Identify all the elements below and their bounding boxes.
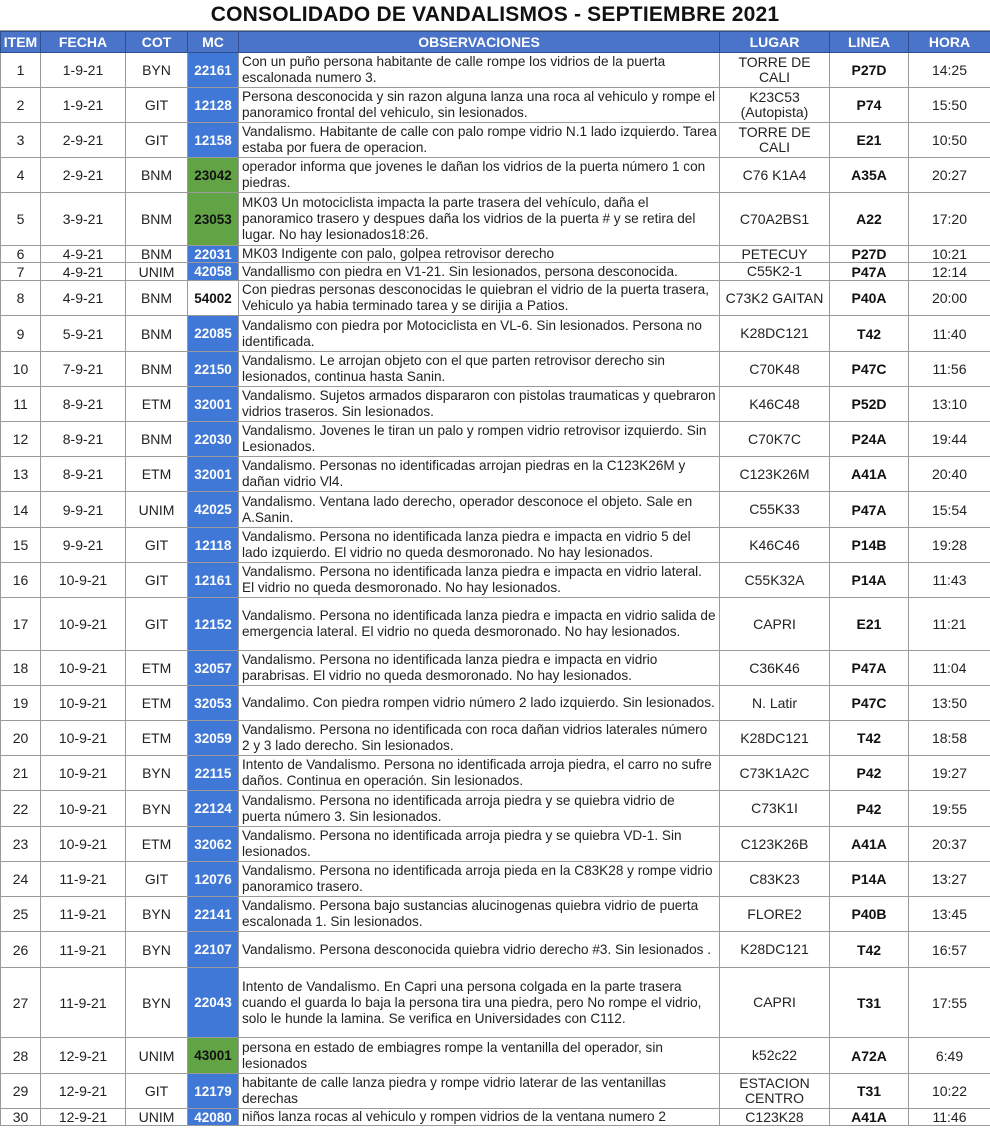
cell-item[interactable]: 20 [1, 721, 41, 756]
cell-observaciones[interactable]: persona en estado de embiagres rompe la ventanilla del operador, sin lesionados [239, 1038, 720, 1074]
cell-linea[interactable]: P40A [830, 281, 909, 316]
cell-hora[interactable]: 20:27 [909, 158, 990, 193]
cell-item[interactable]: 22 [1, 791, 41, 827]
cell-hora[interactable]: 13:27 [909, 862, 990, 897]
cell-observaciones[interactable]: Persona desconocida y sin razon alguna lanza una roca al vehiculo y rompe el panoramico frontal del vehiculo, sin lesionados. [239, 88, 720, 123]
table-row[interactable] [1, 791, 990, 827]
cell-item[interactable]: 24 [1, 862, 41, 897]
cell-lugar[interactable]: K28DC121 [720, 316, 830, 352]
cell-fecha[interactable]: 1-9-21 [41, 53, 126, 88]
cell-hora[interactable]: 11:21 [909, 598, 990, 651]
table-row[interactable] [1, 897, 990, 932]
cell-lugar[interactable]: C76 K1A4 [720, 158, 830, 193]
cell-hora[interactable]: 19:28 [909, 528, 990, 563]
cell-cot[interactable]: UNIM [126, 263, 188, 281]
table-row[interactable] [1, 492, 990, 528]
cell-linea[interactable]: T31 [830, 968, 909, 1038]
table-row[interactable] [1, 862, 990, 897]
cell-item[interactable]: 8 [1, 281, 41, 316]
table-row[interactable] [1, 932, 990, 968]
cell-linea[interactable]: T31 [830, 1074, 909, 1109]
cell-mc[interactable]: 22141 [188, 897, 239, 932]
cell-mc[interactable]: 22043 [188, 968, 239, 1038]
cell-lugar[interactable]: TORRE DE CALI [720, 53, 830, 88]
table-row[interactable] [1, 88, 990, 123]
cell-cot[interactable]: BYN [126, 53, 188, 88]
cell-linea[interactable]: E21 [830, 598, 909, 651]
cell-hora[interactable]: 15:50 [909, 88, 990, 123]
cell-cot[interactable]: GIT [126, 1074, 188, 1109]
cell-linea[interactable]: P47C [830, 352, 909, 387]
cell-observaciones[interactable]: Vandalismo. Persona no identificada arroja piedra y se quiebra VD-1. Sin lesionados. [239, 827, 720, 862]
cell-fecha[interactable]: 4-9-21 [41, 281, 126, 316]
cell-lugar[interactable]: C55K2-1 [720, 263, 830, 281]
cell-item[interactable]: 4 [1, 158, 41, 193]
cell-mc[interactable]: 32053 [188, 686, 239, 721]
cell-item[interactable]: 23 [1, 827, 41, 862]
cell-hora[interactable]: 13:10 [909, 387, 990, 422]
cell-fecha[interactable]: 4-9-21 [41, 263, 126, 281]
cell-cot[interactable]: UNIM [126, 492, 188, 528]
column-header-linea[interactable]: LINEA [830, 32, 909, 53]
cell-linea[interactable]: P14B [830, 528, 909, 563]
cell-observaciones[interactable]: Vandalismo. Persona desconocida quiebra vidrio derecho #3. Sin lesionados . [239, 932, 720, 968]
cell-fecha[interactable]: 10-9-21 [41, 686, 126, 721]
cell-item[interactable]: 21 [1, 756, 41, 791]
cell-observaciones[interactable]: Vandalismo. Persona no identificada con roca dañan vidrios laterales número 2 y 3 lado derecho. Sin lesionados. [239, 721, 720, 756]
cell-mc[interactable]: 12179 [188, 1074, 239, 1109]
cell-hora[interactable]: 11:04 [909, 651, 990, 686]
table-row[interactable] [1, 827, 990, 862]
cell-fecha[interactable]: 8-9-21 [41, 387, 126, 422]
cell-lugar[interactable]: C70K7C [720, 422, 830, 457]
cell-mc[interactable]: 23053 [188, 193, 239, 246]
cell-lugar[interactable]: ESTACION CENTRO [720, 1074, 830, 1109]
table-row[interactable] [1, 352, 990, 387]
table-row[interactable] [1, 686, 990, 721]
cell-hora[interactable]: 11:40 [909, 316, 990, 352]
table-row[interactable] [1, 651, 990, 686]
cell-cot[interactable]: BYN [126, 791, 188, 827]
cell-hora[interactable]: 20:37 [909, 827, 990, 862]
cell-mc[interactable]: 32001 [188, 457, 239, 492]
cell-mc[interactable]: 32057 [188, 651, 239, 686]
cell-fecha[interactable]: 4-9-21 [41, 246, 126, 263]
table-row[interactable] [1, 123, 990, 158]
cell-cot[interactable]: BYN [126, 897, 188, 932]
table-row[interactable] [1, 1038, 990, 1074]
cell-item[interactable]: 5 [1, 193, 41, 246]
cell-cot[interactable]: GIT [126, 123, 188, 158]
cell-hora[interactable]: 10:50 [909, 123, 990, 158]
column-header-mc[interactable]: MC [188, 32, 239, 53]
cell-linea[interactable]: P47A [830, 651, 909, 686]
cell-hora[interactable]: 17:20 [909, 193, 990, 246]
cell-item[interactable]: 27 [1, 968, 41, 1038]
cell-hora[interactable]: 6:49 [909, 1038, 990, 1074]
cell-cot[interactable]: ETM [126, 457, 188, 492]
cell-mc[interactable]: 22150 [188, 352, 239, 387]
cell-lugar[interactable]: C73K1I [720, 791, 830, 827]
cell-mc[interactable]: 12118 [188, 528, 239, 563]
cell-observaciones[interactable]: Vandalismo. Persona no identificada lanza piedra e impacta en vidrio 5 del lado izquierdo. El vidrio no queda desmoronado. No hay lesionados. [239, 528, 720, 563]
cell-cot[interactable]: BYN [126, 932, 188, 968]
cell-item[interactable]: 17 [1, 598, 41, 651]
cell-linea[interactable]: P40B [830, 897, 909, 932]
cell-lugar[interactable]: K28DC121 [720, 721, 830, 756]
cell-cot[interactable]: BNM [126, 158, 188, 193]
cell-fecha[interactable]: 9-9-21 [41, 528, 126, 563]
cell-fecha[interactable]: 8-9-21 [41, 422, 126, 457]
cell-cot[interactable]: ETM [126, 721, 188, 756]
cell-observaciones[interactable]: Vandalimo. Con piedra rompen vidrio número 2 lado izquierdo. Sin lesionados. [239, 686, 720, 721]
cell-item[interactable]: 19 [1, 686, 41, 721]
cell-observaciones[interactable]: Vandalismo. Persona no identificada lanza piedra e impacta en vidrio parabrisas. El vidrio no queda desmoronado. No hay lesionados. [239, 651, 720, 686]
cell-lugar[interactable]: FLORE2 [720, 897, 830, 932]
cell-observaciones[interactable]: Vandalismo. Persona no identificada lanza piedra e impacta en vidrio lateral. El vidrio no queda desmoronado. No hay lesionados. [239, 563, 720, 598]
cell-cot[interactable]: ETM [126, 387, 188, 422]
column-header-fecha[interactable]: FECHA [41, 32, 126, 53]
cell-fecha[interactable]: 8-9-21 [41, 457, 126, 492]
cell-item[interactable]: 16 [1, 563, 41, 598]
cell-mc[interactable]: 22161 [188, 53, 239, 88]
table-row[interactable] [1, 316, 990, 352]
cell-cot[interactable]: BNM [126, 246, 188, 263]
cell-hora[interactable]: 17:55 [909, 968, 990, 1038]
cell-linea[interactable]: E21 [830, 123, 909, 158]
cell-item[interactable]: 1 [1, 53, 41, 88]
cell-fecha[interactable]: 12-9-21 [41, 1074, 126, 1109]
cell-observaciones[interactable]: operador informa que jovenes le dañan los vidrios de la puerta número 1 con piedras. [239, 158, 720, 193]
cell-hora[interactable]: 19:55 [909, 791, 990, 827]
table-row[interactable] [1, 563, 990, 598]
cell-cot[interactable]: BYN [126, 968, 188, 1038]
cell-item[interactable]: 2 [1, 88, 41, 123]
cell-fecha[interactable]: 7-9-21 [41, 352, 126, 387]
table-row[interactable] [1, 1074, 990, 1109]
cell-cot[interactable]: BNM [126, 281, 188, 316]
cell-observaciones[interactable]: Vandalismo. Jovenes le tiran un palo y rompen vidrio retrovisor izquierdo. Sin Lesionados. [239, 422, 720, 457]
cell-lugar[interactable]: C73K1A2C [720, 756, 830, 791]
cell-fecha[interactable]: 11-9-21 [41, 968, 126, 1038]
cell-item[interactable]: 7 [1, 263, 41, 281]
cell-hora[interactable]: 15:54 [909, 492, 990, 528]
cell-mc[interactable]: 32062 [188, 827, 239, 862]
page-title: CONSOLIDADO DE VANDALISMOS - SEPTIEMBRE 2021 [0, 0, 990, 31]
cell-mc[interactable]: 42080 [188, 1109, 239, 1126]
cell-item[interactable]: 9 [1, 316, 41, 352]
cell-observaciones[interactable]: Vandalismo. Persona bajo sustancias alucinogenas quiebra vidrio de puerta escalonada 1. Sin lesionados. [239, 897, 720, 932]
cell-observaciones[interactable]: Intento de Vandalismo. En Capri una persona colgada en la parte trasera cuando el guarda lo baja la persona tira una piedra, pero No rompe el vidrio, solo le hunde la lamina. Se verifica en Universidades con C112. [239, 968, 720, 1038]
cell-observaciones[interactable]: Vandallismo con piedra en V1-21. Sin lesionados, persona desconocida. [239, 263, 720, 281]
cell-lugar[interactable]: C55K32A [720, 563, 830, 598]
cell-observaciones[interactable]: Con piedras personas desconocidas le quiebran el vidrio de la puerta trasera, Vehiculo ya habia terminado tarea y se dirijia a Patios. [239, 281, 720, 316]
cell-linea[interactable]: T42 [830, 932, 909, 968]
cell-observaciones[interactable]: habitante de calle lanza piedra y rompe vidrio laterar de las ventanillas derechas [239, 1074, 720, 1109]
cell-mc[interactable]: 12128 [188, 88, 239, 123]
cell-lugar[interactable]: C123K26B [720, 827, 830, 862]
cell-mc[interactable]: 22115 [188, 756, 239, 791]
cell-lugar[interactable]: C70A2BS1 [720, 193, 830, 246]
cell-observaciones[interactable]: Vandalismo. Sujetos armados dispararon con pistolas traumaticas y quebraron vidrios traseros. Sin lesionados. [239, 387, 720, 422]
cell-hora[interactable]: 14:25 [909, 53, 990, 88]
cell-mc[interactable]: 32001 [188, 387, 239, 422]
cell-lugar[interactable]: C55K33 [720, 492, 830, 528]
table-row[interactable] [1, 968, 990, 1038]
cell-observaciones[interactable]: Vandalismo. Ventana lado derecho, operador desconoce el objeto. Sale en A.Sanin. [239, 492, 720, 528]
cell-linea[interactable]: P27D [830, 246, 909, 263]
cell-hora[interactable]: 13:50 [909, 686, 990, 721]
table-row[interactable] [1, 246, 990, 263]
cell-lugar[interactable]: C73K2 GAITAN [720, 281, 830, 316]
cell-item[interactable]: 28 [1, 1038, 41, 1074]
cell-cot[interactable]: GIT [126, 563, 188, 598]
cell-fecha[interactable]: 3-9-21 [41, 193, 126, 246]
cell-fecha[interactable]: 11-9-21 [41, 897, 126, 932]
cell-cot[interactable]: UNIM [126, 1109, 188, 1126]
cell-item[interactable]: 10 [1, 352, 41, 387]
table-row[interactable] [1, 756, 990, 791]
cell-linea[interactable]: T42 [830, 721, 909, 756]
cell-observaciones[interactable]: MK03 Indigente con palo, golpea retrovisor derecho [239, 246, 720, 263]
cell-fecha[interactable]: 12-9-21 [41, 1038, 126, 1074]
cell-hora[interactable]: 16:57 [909, 932, 990, 968]
cell-mc[interactable]: 22031 [188, 246, 239, 263]
cell-lugar[interactable]: N. Latir [720, 686, 830, 721]
column-header-cot[interactable]: COT [126, 32, 188, 53]
table-row[interactable] [1, 598, 990, 651]
cell-lugar[interactable]: CAPRI [720, 968, 830, 1038]
cell-linea[interactable]: P47A [830, 263, 909, 281]
cell-lugar[interactable]: CAPRI [720, 598, 830, 651]
table-row[interactable] [1, 158, 990, 193]
cell-hora[interactable]: 10:22 [909, 1074, 990, 1109]
table-row[interactable] [1, 193, 990, 246]
cell-linea[interactable]: A22 [830, 193, 909, 246]
cell-fecha[interactable]: 10-9-21 [41, 563, 126, 598]
table-row[interactable] [1, 1109, 990, 1126]
table-row[interactable] [1, 387, 990, 422]
cell-fecha[interactable]: 1-9-21 [41, 88, 126, 123]
cell-lugar[interactable]: C123K28 [720, 1109, 830, 1126]
cell-hora[interactable]: 18:58 [909, 721, 990, 756]
cell-item[interactable]: 14 [1, 492, 41, 528]
table-row[interactable] [1, 53, 990, 88]
cell-lugar[interactable]: TORRE DE CALI [720, 123, 830, 158]
cell-lugar[interactable]: k52c22 [720, 1038, 830, 1074]
cell-item[interactable]: 15 [1, 528, 41, 563]
table-row[interactable] [1, 457, 990, 492]
cell-cot[interactable]: BYN [126, 756, 188, 791]
cell-cot[interactable]: BNM [126, 422, 188, 457]
cell-mc[interactable]: 22107 [188, 932, 239, 968]
cell-item[interactable]: 6 [1, 246, 41, 263]
cell-observaciones[interactable]: Vandalismo con piedra por Motociclista en VL-6. Sin lesionados. Persona no identificada. [239, 316, 720, 352]
cell-fecha[interactable]: 2-9-21 [41, 123, 126, 158]
cell-lugar[interactable]: C123K26M [720, 457, 830, 492]
cell-mc[interactable]: 12158 [188, 123, 239, 158]
cell-lugar[interactable]: K23C53 (Autopista) [720, 88, 830, 123]
column-header-hora[interactable]: HORA [909, 32, 990, 53]
cell-cot[interactable]: BNM [126, 352, 188, 387]
cell-cot[interactable]: GIT [126, 598, 188, 651]
cell-hora[interactable]: 10:21 [909, 246, 990, 263]
cell-fecha[interactable]: 10-9-21 [41, 721, 126, 756]
cell-observaciones[interactable]: MK03 Un motociclista impacta la parte trasera del vehículo, daña el panoramico trasero y despues daña los vidrios de la puerta # y se retira del lugar. No hay lesionados18:26. [239, 193, 720, 246]
cell-cot[interactable]: GIT [126, 528, 188, 563]
table-row[interactable] [1, 721, 990, 756]
table-row[interactable] [1, 422, 990, 457]
cell-linea[interactable]: A35A [830, 158, 909, 193]
cell-linea[interactable]: A72A [830, 1038, 909, 1074]
cell-lugar[interactable]: K28DC121 [720, 932, 830, 968]
cell-linea[interactable]: P14A [830, 563, 909, 598]
cell-mc[interactable]: 42025 [188, 492, 239, 528]
cell-hora[interactable]: 11:46 [909, 1109, 990, 1126]
cell-observaciones[interactable]: Vandalismo. Persona no identificada arroja piedra y se quiebra vidrio de puerta número 3. Sin lesionados. [239, 791, 720, 827]
column-header-item[interactable]: ITEM [1, 32, 41, 53]
cell-mc[interactable]: 32059 [188, 721, 239, 756]
cell-linea[interactable]: P42 [830, 756, 909, 791]
cell-cot[interactable]: BNM [126, 193, 188, 246]
column-header-lugar[interactable]: LUGAR [720, 32, 830, 53]
cell-item[interactable]: 13 [1, 457, 41, 492]
cell-observaciones[interactable]: Vandalismo. Le arrojan objeto con el que parten retrovisor derecho sin lesionados, continua hasta Sanin. [239, 352, 720, 387]
cell-linea[interactable]: P52D [830, 387, 909, 422]
cell-cot[interactable]: UNIM [126, 1038, 188, 1074]
cell-mc[interactable]: 12152 [188, 598, 239, 651]
cell-mc[interactable]: 43001 [188, 1038, 239, 1074]
cell-cot[interactable]: GIT [126, 862, 188, 897]
cell-linea[interactable]: P14A [830, 862, 909, 897]
cell-observaciones[interactable]: niños lanza rocas al vehiculo y rompen vidrios de la ventana numero 2 [239, 1109, 720, 1126]
cell-hora[interactable]: 12:14 [909, 263, 990, 281]
cell-fecha[interactable]: 11-9-21 [41, 932, 126, 968]
cell-linea[interactable]: A41A [830, 457, 909, 492]
cell-cot[interactable]: BNM [126, 316, 188, 352]
cell-hora[interactable]: 20:40 [909, 457, 990, 492]
cell-lugar[interactable]: K46C46 [720, 528, 830, 563]
cell-fecha[interactable]: 10-9-21 [41, 791, 126, 827]
cell-fecha[interactable]: 10-9-21 [41, 756, 126, 791]
cell-fecha[interactable]: 11-9-21 [41, 862, 126, 897]
cell-mc[interactable]: 54002 [188, 281, 239, 316]
cell-mc[interactable]: 22030 [188, 422, 239, 457]
cell-hora[interactable]: 19:27 [909, 756, 990, 791]
cell-hora[interactable]: 20:00 [909, 281, 990, 316]
cell-hora[interactable]: 11:43 [909, 563, 990, 598]
cell-observaciones[interactable]: Intento de Vandalismo. Persona no identificada arroja piedra, el carro no sufre daños. Continua en operación. Sin lesionados. [239, 756, 720, 791]
cell-fecha[interactable]: 10-9-21 [41, 651, 126, 686]
cell-linea[interactable]: P47A [830, 492, 909, 528]
cell-hora[interactable]: 13:45 [909, 897, 990, 932]
table-header-row [1, 32, 990, 53]
cell-lugar[interactable]: K46C48 [720, 387, 830, 422]
cell-fecha[interactable]: 2-9-21 [41, 158, 126, 193]
column-header-observaciones[interactable]: OBSERVACIONES [239, 32, 720, 53]
cell-observaciones[interactable]: Vandalismo. Persona no identificada lanza piedra e impacta en vidrio salida de emergencia lateral. El vidrio no queda desmoronado. No hay lesionados. [239, 598, 720, 651]
cell-observaciones[interactable]: Vandalismo. Habitante de calle con palo rompe vidrio N.1 lado izquierdo. Tarea estaba por fuera de operacion. [239, 123, 720, 158]
cell-linea[interactable]: A41A [830, 1109, 909, 1126]
cell-lugar[interactable]: C36K46 [720, 651, 830, 686]
cell-item[interactable]: 3 [1, 123, 41, 158]
cell-item[interactable]: 29 [1, 1074, 41, 1109]
cell-item[interactable]: 30 [1, 1109, 41, 1126]
table-row[interactable] [1, 263, 990, 281]
cell-mc[interactable]: 42058 [188, 263, 239, 281]
cell-lugar[interactable]: PETECUY [720, 246, 830, 263]
cell-linea[interactable]: A41A [830, 827, 909, 862]
cell-cot[interactable]: ETM [126, 686, 188, 721]
cell-linea[interactable]: T42 [830, 316, 909, 352]
cell-lugar[interactable]: C83K23 [720, 862, 830, 897]
cell-fecha[interactable]: 10-9-21 [41, 598, 126, 651]
cell-item[interactable]: 11 [1, 387, 41, 422]
cell-item[interactable]: 26 [1, 932, 41, 968]
cell-mc[interactable]: 22124 [188, 791, 239, 827]
cell-mc[interactable]: 12161 [188, 563, 239, 598]
cell-linea[interactable]: P74 [830, 88, 909, 123]
table-row[interactable] [1, 281, 990, 316]
cell-mc[interactable]: 23042 [188, 158, 239, 193]
cell-cot[interactable]: GIT [126, 88, 188, 123]
cell-hora[interactable]: 19:44 [909, 422, 990, 457]
cell-fecha[interactable]: 9-9-21 [41, 492, 126, 528]
cell-hora[interactable]: 11:56 [909, 352, 990, 387]
cell-linea[interactable]: P42 [830, 791, 909, 827]
cell-mc[interactable]: 12076 [188, 862, 239, 897]
cell-fecha[interactable]: 5-9-21 [41, 316, 126, 352]
cell-observaciones[interactable]: Vandalismo. Personas no identificadas arrojan piedras en la C123K26M y dañan vidrio Vl4. [239, 457, 720, 492]
cell-linea[interactable]: P24A [830, 422, 909, 457]
cell-linea[interactable]: P27D [830, 53, 909, 88]
cell-fecha[interactable]: 10-9-21 [41, 827, 126, 862]
table-row[interactable] [1, 528, 990, 563]
cell-observaciones[interactable]: Vandalismo. Persona no identificada arroja pieda en la C83K28 y rompe vidrio panoramico trasero. [239, 862, 720, 897]
cell-item[interactable]: 25 [1, 897, 41, 932]
vandalism-table [0, 31, 990, 1126]
cell-cot[interactable]: ETM [126, 827, 188, 862]
cell-fecha[interactable]: 12-9-21 [41, 1109, 126, 1126]
cell-observaciones[interactable]: Con un puño persona habitante de calle rompe los vidrios de la puerta escalonada numero 3. [239, 53, 720, 88]
cell-linea[interactable]: P47C [830, 686, 909, 721]
cell-item[interactable]: 12 [1, 422, 41, 457]
cell-mc[interactable]: 22085 [188, 316, 239, 352]
cell-cot[interactable]: ETM [126, 651, 188, 686]
cell-lugar[interactable]: C70K48 [720, 352, 830, 387]
cell-item[interactable]: 18 [1, 651, 41, 686]
